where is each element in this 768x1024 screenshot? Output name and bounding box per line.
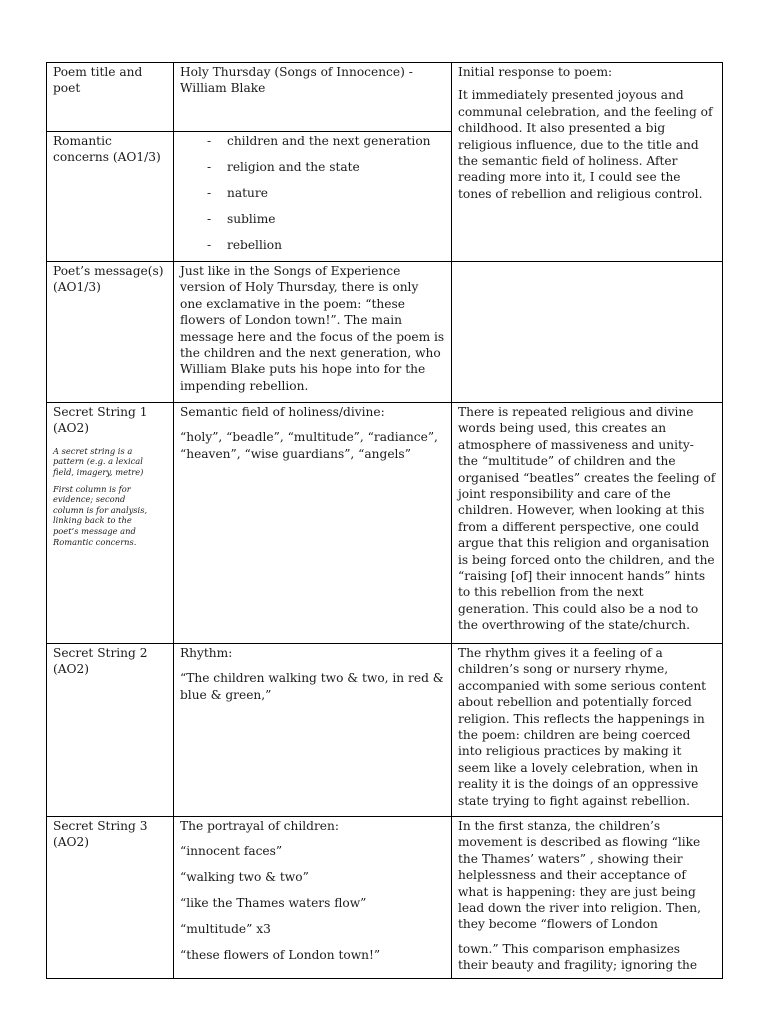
list-item: - children and the next generation (180, 133, 446, 149)
list-item: - religion and the state (180, 159, 446, 175)
evidence-heading: The portrayal of children: (180, 819, 339, 833)
secret-string-1-label: Secret String 1 (AO2) A secret string is a pattern (e.g. a lexical field, imagery, metre) First column is for evidence; second column is for analysis, linking back to the poet’s message and Romantic concerns. (48, 402, 172, 549)
poem-title-value: Holy Thursday (Songs of Innocence) - William Blake (180, 65, 413, 96)
column-divider (173, 62, 174, 979)
quote: “walking two & two” (180, 870, 309, 885)
evidence-heading: Rhythm: (180, 646, 233, 660)
romantic-concerns-label: Romantic concerns (AO1/3) (53, 134, 161, 165)
evidence-heading: Semantic field of holiness/divine: (180, 405, 385, 419)
secret-string-note: A secret string is a pattern (e.g. a lexical field, imagery, metre) (53, 445, 144, 477)
secret-string-3-evidence (175, 816, 451, 966)
poets-message-label: Poet’s message(s) (AO1/3) (53, 264, 164, 295)
column-instructions-note: First column is for evidence; second column is for analysis, linking back to the poet’s message and Romantic concerns. (53, 483, 148, 547)
quote: “these flowers of London town!” (180, 948, 381, 963)
poets-message-text: Just like in the Songs of Experience version of Holy Thursday, there is only one exclamative in the poem: “these flowers of London town!”. The main message here and the focus of the poem is the children and the next generation, who William Blake puts his hope into for the impending rebellion. (180, 264, 445, 393)
quote: “multitude” x3 (180, 922, 271, 937)
column-divider (451, 62, 452, 979)
poem-title-label: Poem title and poet (53, 65, 143, 96)
quote: “innocent faces” (180, 844, 283, 859)
secret-string-2-label: Secret String 2 (AO2) (53, 646, 148, 677)
list-item: - nature (180, 185, 446, 201)
secret-string-3-label: Secret String 3 (AO2) (53, 819, 148, 850)
romantic-concerns-list (175, 131, 451, 265)
table-border-bottom (46, 978, 723, 979)
list-item: - rebellion (180, 237, 446, 253)
table-border-left (46, 62, 47, 979)
secret-string-1-evidence: Semantic field of holiness/divine: “holy”, “beadle”, “multitude”, “radiance”, “heaven”, “wise guardians”, “angels” (175, 402, 451, 464)
list-item: - sublime (180, 211, 446, 227)
secret-string-2-analysis: The rhythm gives it a feeling of a children’s song or nursery rhyme, accompanied with some serious content about rebellion and potentially forced religion. This reflects the happenings in the poem: children are being coerced into religious practices by making it seem like a lovely celebration, when in reality it is the doings of an oppressive state trying to fight against rebellion. (458, 646, 707, 808)
secret-string-1-analysis: There is repeated religious and divine words being used, this creates an atmosphere of massiveness and unity- the “multitude” of children and the organised “beatles” creates the feeling of joint responsibility and care of the children. However, when looking at this from a different perspective, one could argue that this religion and organisation is being forced onto the children, and the “raising [of] their innocent hands” hints to this rebellion from the next generation. This could also be a nod to the overthrowing of the state/church. (458, 405, 716, 633)
initial-response: Initial response to poem: It immediately presented joyous and communal celebration, and the feeling of childhood. It also presented a big religious influence, due to the title and the semantic field of holiness. After reading more into it, I could see the tones of rebellion and religious control. (453, 62, 721, 204)
quote: “like the Thames waters flow” (180, 896, 367, 911)
initial-response-heading: Initial response to poem: (458, 65, 613, 79)
secret-string-3-analysis: In the first stanza, the children’s movement is described as flowing “like the Thames’ waters” , showing their helplessness and their acceptance of what is happening: they are just being lead down the river into religion. Then, they become “flowers of London town.” This comparison emphasizes their beauty and fragility; ignoring the (458, 819, 701, 973)
secret-string-2-evidence: Rhythm: “The children walking two & two, in red & blue & green,” (175, 643, 451, 705)
table-border-right (722, 62, 723, 979)
